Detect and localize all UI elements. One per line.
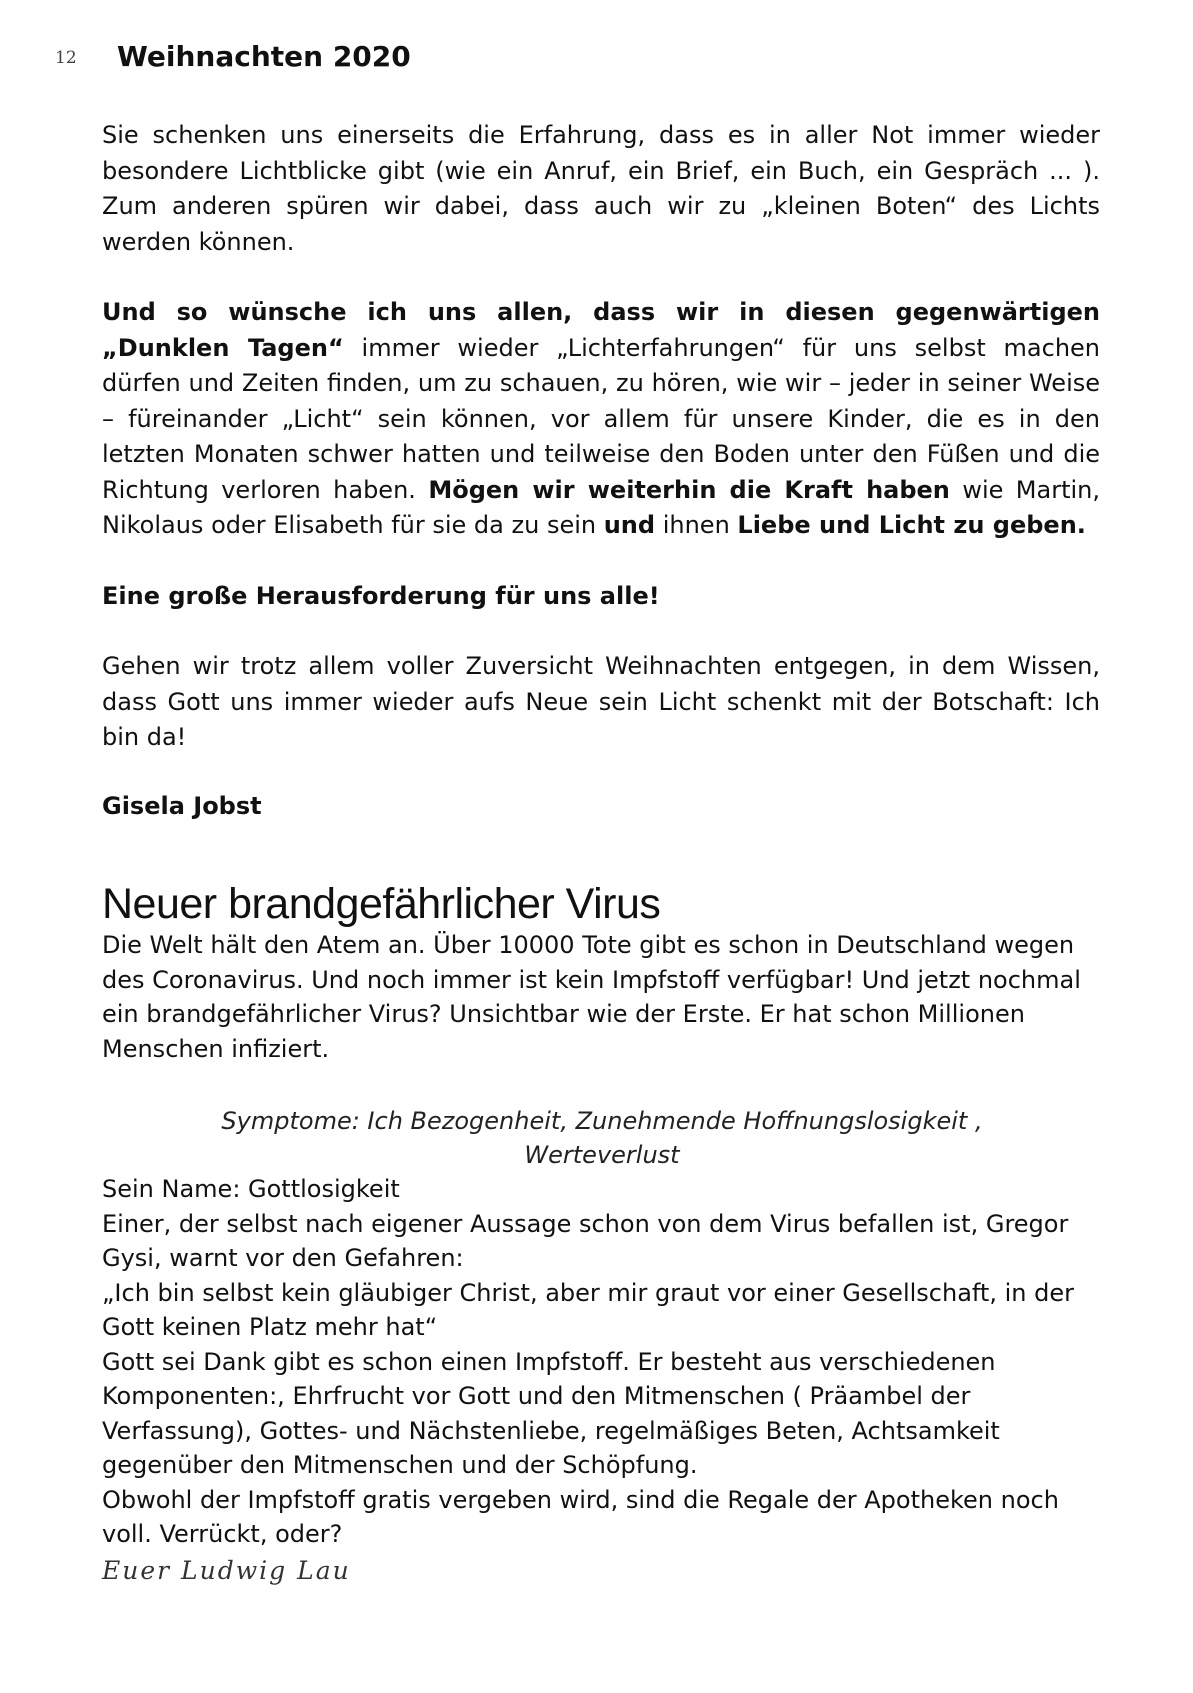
page-number: 12	[55, 48, 77, 68]
paragraph2-bold-f: Liebe und Licht zu geben.	[737, 511, 1086, 539]
paragraph2-bold-intro: Und so wünsche ich uns allen, dass wir in diesen gegenwärtigen „Dunklen Tagen“	[102, 298, 1100, 362]
vaccine-text: Gott sei Dank gibt es schon einen Impfstoff. Er besteht aus verschiedenen Komponenten:, Ehrfrucht vor Gott und den Mitmenschen ( Präambel der Verfassung), Gottes- und Nächstenliebe, regelmäßiges Beten, Achtsamkeit gegenüber den Mitmenschen und der Schöpfung.	[102, 1347, 1000, 1479]
article2-heading: Neuer brandgefährlicher Virus	[102, 880, 661, 928]
paragraph2-text-e: ihnen	[655, 511, 738, 539]
author-signature: Euer Ludwig Lau	[102, 1555, 351, 1585]
symptoms-line2: Werteverlust	[524, 1141, 680, 1169]
article1-paragraph2	[102, 295, 1100, 544]
article1-paragraph4: Gehen wir trotz allem voller Zuversicht Weihnachten entgegen, in dem Wissen, dass Gott uns immer wieder aufs Neue sein Licht schenkt mit der Botschaft: Ich bin da!	[102, 652, 1100, 751]
gysi-quote: „Ich bin selbst kein gläubiger Christ, aber mir graut vor einer Gesellschaft, in der Gott keinen Platz mehr hat“	[102, 1278, 1074, 1341]
article1-author: Gisela Jobst	[102, 791, 262, 820]
paragraph2-text-c: wie Martin, Nikolaus oder Elisabeth für sie da zu sein	[102, 475, 1100, 539]
article2-intro: Die Welt hält den Atem an. Über 10000 Tote gibt es schon in Deutschland wegen des Coronavirus. Und noch immer ist kein Impfstoff verfügbar! Und jetzt nochmal ein brandgefährlicher Virus? Unsichtbar wie der Erste. Er hat schon Millionen Menschen infiziert.	[102, 931, 1081, 1063]
article1-paragraph1: Sie schenken uns einerseits die Erfahrung, dass es in aller Not immer wieder besondere Lichtblicke gibt (wie ein Anruf, ein Brief, ein Buch, ein Gespräch ... ). Zum anderen spüren wir dabei, dass auch wir zu „kleinen Boten“ des Lichts werden können.	[102, 121, 1100, 256]
symptoms-block	[102, 1104, 1102, 1172]
gysi-text: Einer, der selbst nach eigener Aussage schon von dem Virus befallen ist, Gregor Gysi, warnt vor den Gefahren:	[102, 1209, 1069, 1272]
article2-body	[102, 928, 1092, 1588]
paragraph2-bold-d: und	[603, 511, 656, 539]
paragraph2-bold-b: Mögen wir weiterhin die Kraft haben	[428, 475, 950, 504]
article1-paragraph3: Eine große Herausforderung für uns alle!	[102, 581, 660, 610]
closing-text: Obwohl der Impfstoff gratis vergeben wird, sind die Regale der Apotheken noch voll. Verrückt, oder?	[102, 1485, 1059, 1548]
page-content	[102, 118, 1100, 1588]
symptoms-line1: Symptome: Ich Bezogenheit, Zunehmende Hoffnungslosigkeit ,	[221, 1107, 983, 1135]
paragraph2-text-a: immer wieder „Lichterfahrungen“ für uns selbst machen dürfen und Zeiten finden, um zu schauen, zu hören, wie wir – jeder in seiner Weise – füreinander „Licht“ sein können, vor allem für unsere Kinder, die es in den letzten Monaten schwer hatten und teilweise den Boden unter den Füßen und die Richtung verloren haben.	[102, 333, 1100, 504]
virus-name-line: Sein Name: Gottlosigkeit	[102, 1175, 400, 1203]
page-title: Weihnachten 2020	[117, 40, 411, 73]
